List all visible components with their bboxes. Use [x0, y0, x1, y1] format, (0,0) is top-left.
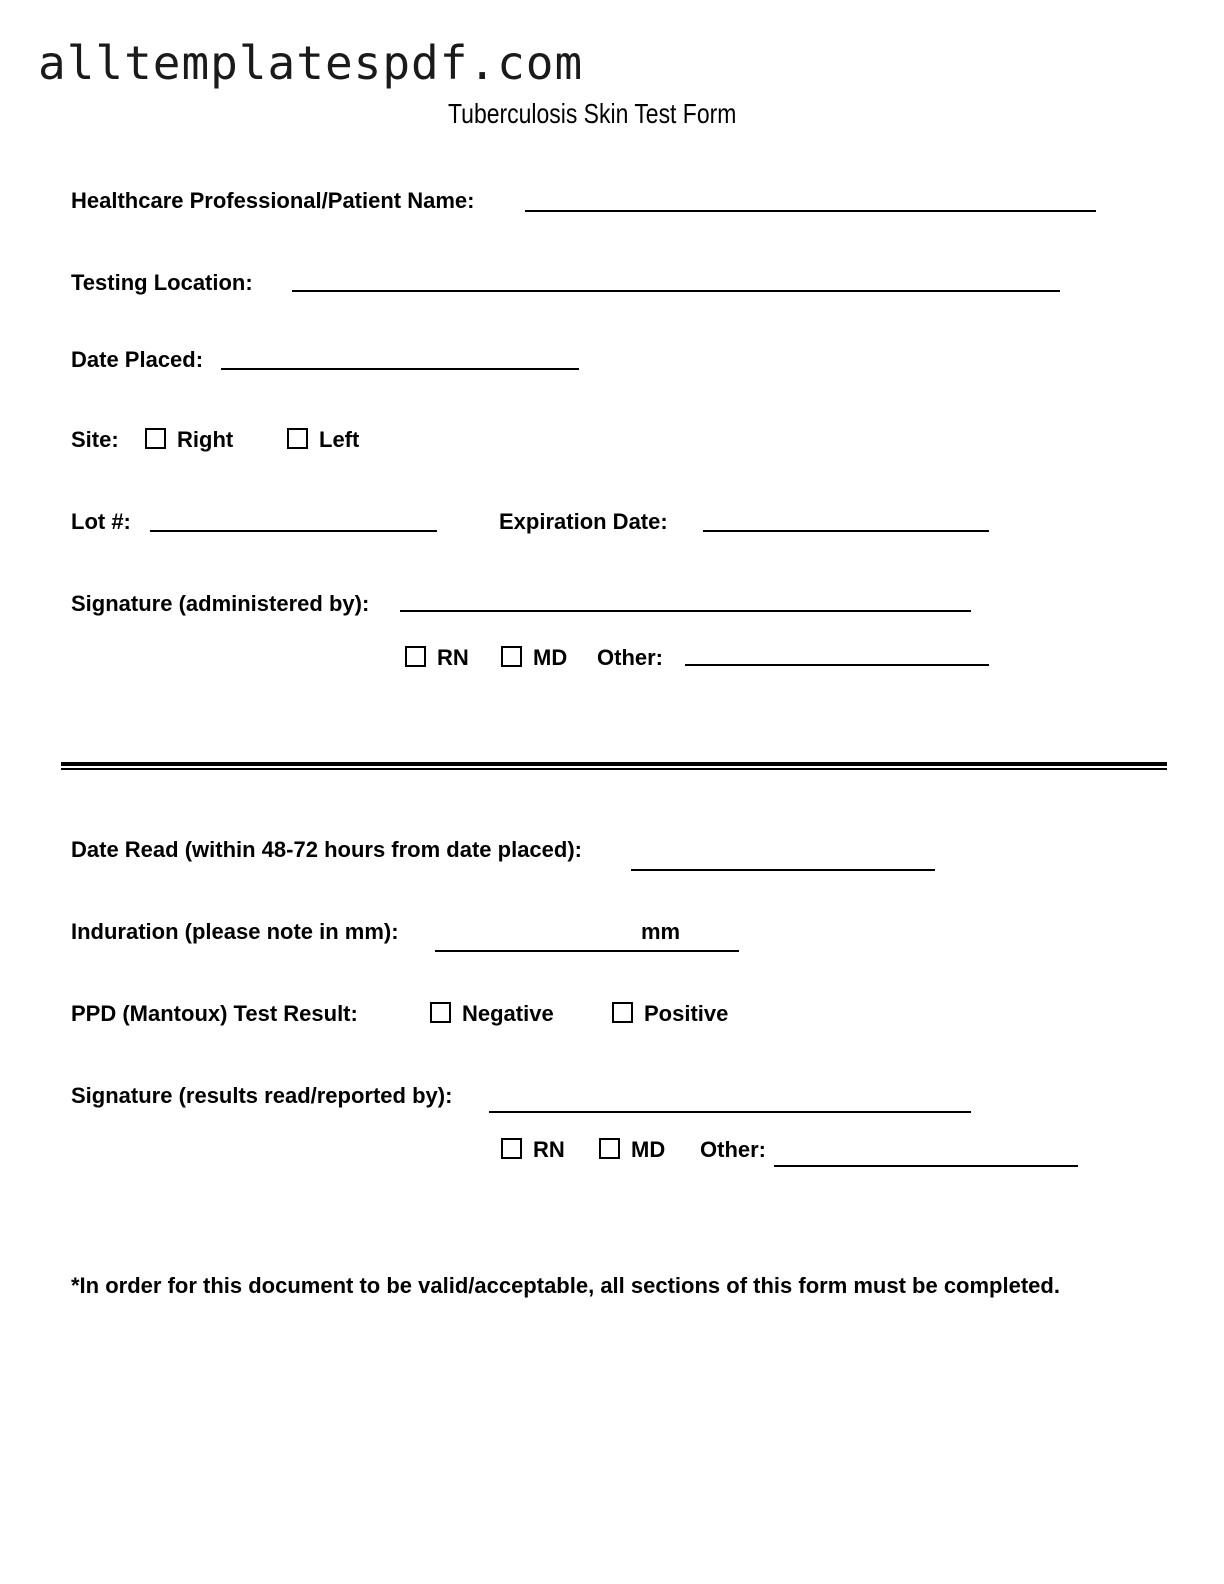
- expiration-date-field[interactable]: [703, 530, 989, 532]
- date-read-field[interactable]: [631, 869, 935, 871]
- test-result-label: PPD (Mantoux) Test Result:: [71, 1001, 358, 1026]
- watermark-logo: alltemplatespdf.com: [38, 36, 584, 90]
- administered-signature-field[interactable]: [400, 610, 971, 612]
- induration-unit: mm: [641, 919, 681, 944]
- lot-number-field[interactable]: [150, 530, 437, 532]
- validity-note: *In order for this document to be valid/acceptable, all sections of this form must be completed.: [71, 1273, 1060, 1298]
- expiration-date-label: Expiration Date:: [499, 509, 668, 534]
- reader-md-label: MD: [631, 1137, 666, 1162]
- administered-signature-label: Signature (administered by):: [71, 591, 370, 616]
- date-placed-field[interactable]: [221, 368, 579, 370]
- induration-label: Induration (please note in mm):: [71, 919, 399, 944]
- patient-name-label: Healthcare Professional/Patient Name:: [71, 188, 475, 213]
- result-positive-checkbox[interactable]: [612, 1002, 633, 1023]
- reader-md-checkbox[interactable]: [599, 1138, 620, 1159]
- site-right-checkbox[interactable]: [145, 428, 166, 449]
- reader-other-label: Other:: [700, 1137, 766, 1162]
- section-divider-thick: [61, 762, 1167, 766]
- reader-signature-field[interactable]: [489, 1111, 971, 1113]
- lot-number-label: Lot #:: [71, 509, 131, 534]
- result-negative-checkbox[interactable]: [430, 1002, 451, 1023]
- administered-rn-label: RN: [437, 645, 469, 670]
- form-title: Tuberculosis Skin Test Form: [448, 98, 737, 129]
- administered-rn-checkbox[interactable]: [405, 646, 426, 667]
- site-left-label: Left: [319, 427, 360, 452]
- administered-other-field[interactable]: [685, 664, 989, 666]
- induration-field[interactable]: [435, 950, 739, 952]
- reader-other-field[interactable]: [774, 1165, 1078, 1167]
- site-right-label: Right: [177, 427, 234, 452]
- reader-rn-checkbox[interactable]: [501, 1138, 522, 1159]
- site-label: Site:: [71, 427, 119, 452]
- testing-location-label: Testing Location:: [71, 270, 253, 295]
- administered-other-label: Other:: [597, 645, 663, 670]
- administered-md-checkbox[interactable]: [501, 646, 522, 667]
- date-placed-label: Date Placed:: [71, 347, 204, 372]
- testing-location-field[interactable]: [292, 290, 1060, 292]
- administered-md-label: MD: [533, 645, 568, 670]
- date-read-label: Date Read (within 48-72 hours from date placed):: [71, 837, 582, 862]
- result-positive-label: Positive: [644, 1001, 729, 1026]
- site-left-checkbox[interactable]: [287, 428, 308, 449]
- result-negative-label: Negative: [462, 1001, 554, 1026]
- patient-name-field[interactable]: [525, 210, 1096, 212]
- reader-signature-label: Signature (results read/reported by):: [71, 1083, 453, 1108]
- section-divider-thin: [61, 768, 1167, 770]
- reader-rn-label: RN: [533, 1137, 565, 1162]
